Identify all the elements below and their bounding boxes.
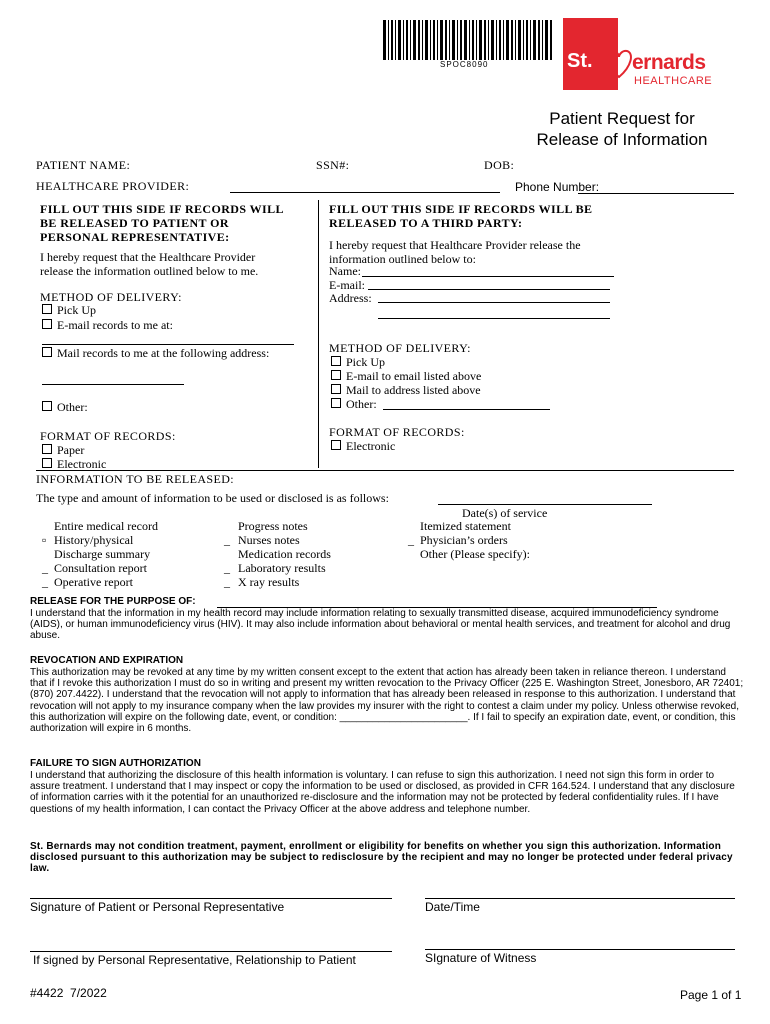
phone-field[interactable] — [578, 193, 734, 194]
right-name-field[interactable] — [362, 276, 614, 277]
left-other-option[interactable]: Other: — [42, 400, 88, 415]
logo-healthcare: HEALTHCARE — [634, 75, 713, 87]
revocation-heading: REVOCATION AND EXPIRATION — [30, 655, 184, 666]
list-item[interactable]: _ Nurses notes — [224, 533, 300, 547]
form-number: #4422 7/2022 — [30, 986, 107, 1000]
page-number: Page 1 of 1 — [680, 988, 742, 1002]
left-email-field[interactable] — [42, 344, 294, 345]
left-electronic-option[interactable]: Electronic — [42, 457, 106, 472]
column-divider — [318, 200, 319, 468]
barcode-text: SPOC8090 — [440, 60, 489, 69]
title-line-1: Patient Request for — [549, 109, 695, 128]
checkbox[interactable] — [331, 440, 341, 450]
info-heading: INFORMATION TO BE RELEASED: — [36, 472, 235, 486]
type-amount-label: The type and amount of information to be used or disclosed is as follows: — [36, 491, 389, 505]
checkbox[interactable] — [331, 356, 341, 366]
title-line-2: Release of Information — [536, 130, 708, 149]
right-address-label: Address: — [329, 291, 372, 305]
checkbox[interactable] — [42, 347, 52, 357]
logo-st: St. — [567, 50, 593, 72]
right-other-option[interactable]: Other: — [331, 397, 377, 412]
release-text: I understand that the information in my health record may include information relating to sexually transmitted disease, acquired immunodeficiency syndrome (AIDS), or human immunodeficiency virus (HIV). It may also include information about behavioral or mental health services, and treatment for alcohol and drug abuse. — [30, 608, 731, 642]
right-address-field-1[interactable] — [378, 302, 610, 303]
checkbox[interactable] — [331, 384, 341, 394]
right-format-heading: FORMAT OF RECORDS: — [329, 425, 465, 439]
revocation-text: This authorization may be revoked at any time by my written consent except to the extent that action has already been taken in reliance thereon. I understand that if I revoke this authorization I must do so in writing and present my written revocation to the Privacy Officer (225 E. Washington Street, Jonesboro, AR 72401; (870) 207.4422). I understand that the revocation will not apply to information that has already been released in response to this authorization. I understand that revocation will not apply to my insurance company when the law provides my insurer with the right to contest a claim under my policy. Unless otherwise revoked, this authorization will expire on the following date, event, or condition: _______________________. If I fail to specify an expiration date, event, or condition, this authorization will expire in 6 months. — [30, 667, 744, 735]
list-item[interactable]: _ Operative report — [36, 575, 133, 589]
rep-signature-label: If signed by Personal Representative, Relationship to Patient — [33, 953, 356, 967]
barcode-graphic — [383, 20, 553, 62]
right-address-field-2[interactable] — [378, 318, 610, 319]
right-email-field[interactable] — [368, 289, 610, 290]
left-mail-option[interactable]: Mail records to me at the following address: — [42, 346, 269, 361]
page-title — [500, 108, 744, 150]
right-other-field[interactable] — [383, 409, 550, 410]
healthcare-provider-label: HEALTHCARE PROVIDER: — [36, 179, 190, 193]
healthcare-provider-field[interactable] — [230, 192, 500, 193]
phone-label: Phone Number: — [515, 180, 600, 194]
right-heading: FILL OUT THIS SIDE IF RECORDS WILL BE RELEASED TO A THIRD PARTY: — [329, 202, 593, 230]
info-col-3 — [408, 519, 530, 561]
left-delivery-heading: METHOD OF DELIVERY: — [40, 290, 182, 304]
checkbox[interactable] — [331, 370, 341, 380]
witness-signature-label: SIgnature of Witness — [425, 951, 537, 965]
list-item[interactable]: Discharge summary — [54, 547, 151, 561]
list-item[interactable]: Itemized statement — [420, 519, 511, 533]
checkbox[interactable] — [42, 304, 52, 314]
date-time-label: Date/Time — [425, 900, 480, 914]
left-format-heading: FORMAT OF RECORDS: — [40, 429, 176, 443]
list-item[interactable]: _ Consultation report — [36, 561, 147, 575]
left-heading: FILL OUT THIS SIDE IF RECORDS WILL BE RELEASED TO PATIENT OR PERSONAL REPRESENTATIVE: — [40, 202, 284, 244]
right-email-label: E-mail: — [329, 278, 365, 292]
left-pickup-option[interactable]: Pick Up — [42, 303, 96, 318]
checkbox[interactable] — [42, 458, 52, 468]
left-address-field[interactable] — [42, 384, 184, 385]
left-email-option[interactable]: E-mail records to me at: — [42, 318, 173, 333]
left-paper-option[interactable]: Paper — [42, 443, 84, 458]
barcode — [383, 20, 553, 62]
list-item[interactable]: ​ ▫ History/physical — [36, 533, 134, 547]
checkbox[interactable] — [42, 319, 52, 329]
section-divider — [36, 470, 734, 471]
heart-icon — [604, 46, 634, 80]
list-item[interactable]: Other (Please specify): — [420, 547, 530, 561]
date-time-field[interactable] — [425, 898, 735, 899]
checkbox[interactable] — [42, 401, 52, 411]
list-item[interactable]: _ Laboratory results — [224, 561, 326, 575]
patient-signature-label: Signature of Patient or Personal Representative — [30, 900, 285, 914]
checkbox[interactable] — [331, 398, 341, 408]
right-electronic-option[interactable]: Electronic — [331, 439, 395, 454]
dob-label: DOB: — [484, 158, 515, 172]
release-heading: RELEASE FOR THE PURPOSE OF: — [30, 596, 196, 607]
dates-of-service-label: Date(s) of service — [462, 506, 548, 520]
logo-bernards: ernards — [632, 51, 706, 74]
failure-text: I understand that authorizing the disclosure of this health information is voluntary. I can refuse to sign this authorization. I need not sign this form in order to assure treatment. I understand that I may inspect or copy the information to be used or disclosed, as provided in CFR 164.524. I understand that any disclosure of information carries with it the potential for an unauthorized re-disclosure and the information may not be protected by federal confidentiality rules. If I have questions of my health information, I can contact the Privacy Officer at the above address and telephone number. — [30, 770, 735, 815]
patient-name-label: PATIENT NAME: — [36, 158, 131, 172]
list-item[interactable]: Entire medical record — [54, 519, 158, 533]
info-col-2 — [224, 519, 331, 589]
notice-text: St. Bernards may not condition treatment, payment, enrollment or eligibility for benefits on whether you sign this authorization. Information disclosed pursuant to this authorization may be subject to redisclosure by the recipient and may no longer be protected under federal privacy law. — [30, 841, 733, 875]
info-col-1 — [36, 519, 158, 589]
failure-heading: FAILURE TO SIGN AUTHORIZATION — [30, 758, 201, 769]
right-request: I hereby request that Healthcare Provider release the information outlined below to: — [329, 238, 581, 266]
right-pickup-option[interactable]: Pick Up — [331, 355, 385, 370]
witness-signature-field[interactable] — [425, 949, 735, 950]
list-item[interactable]: Progress notes — [238, 519, 308, 533]
checkbox[interactable] — [42, 444, 52, 454]
right-email-option[interactable]: E-mail to email listed above — [331, 369, 481, 384]
rep-signature-field[interactable] — [30, 951, 392, 952]
type-amount-field[interactable] — [438, 504, 652, 505]
ssn-label: SSN#: — [316, 158, 350, 172]
right-mail-option[interactable]: Mail to address listed above — [331, 383, 481, 398]
right-name-label: Name: — [329, 264, 361, 278]
patient-signature-field[interactable] — [30, 898, 392, 899]
list-item[interactable]: _ X ray results — [224, 575, 300, 589]
list-item[interactable]: _ Physician’s orders — [408, 533, 508, 547]
logo — [560, 18, 713, 93]
right-delivery-heading: METHOD OF DELIVERY: — [329, 341, 471, 355]
list-item[interactable]: Medication records — [238, 547, 331, 561]
left-request: I hereby request that the Healthcare Provider release the information outlined below to me. — [40, 250, 259, 278]
